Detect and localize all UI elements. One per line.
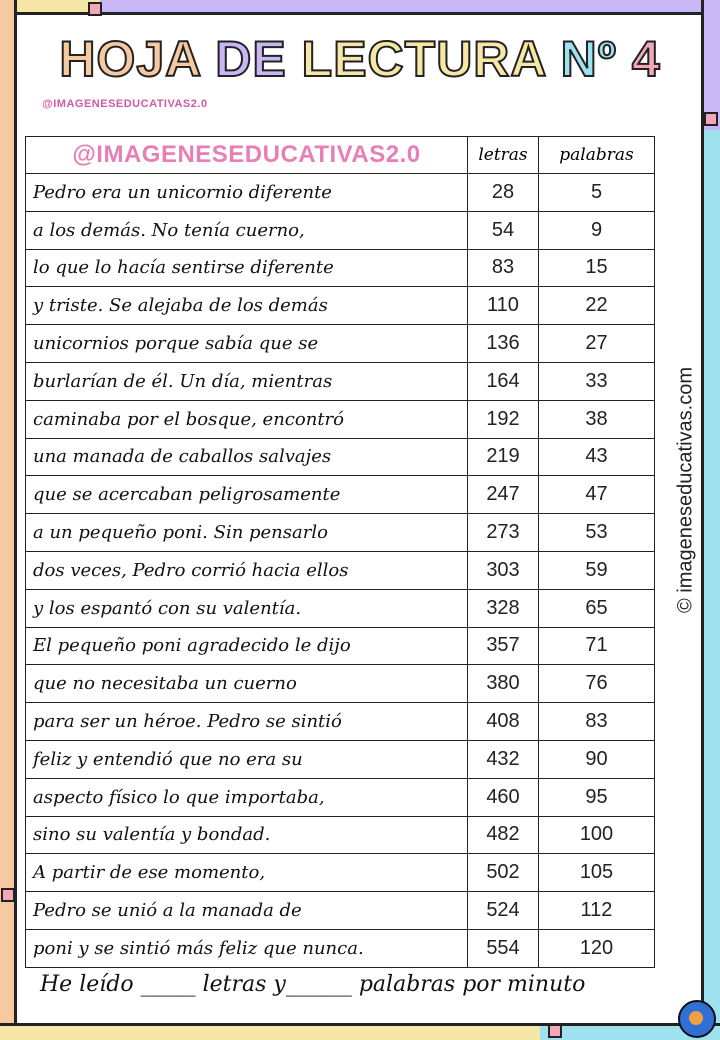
title-number: 4 [631,31,661,87]
frame-right-cyan [701,130,720,1040]
table-row [26,892,655,930]
reading-line-text: aspecto físico lo que importaba, [26,778,468,816]
title-word-3: LECTURA [301,31,546,87]
words-count: 9 [539,211,655,249]
letters-count: 328 [468,589,539,627]
words-count: 65 [539,589,655,627]
brand-logo-icon [678,1000,716,1038]
letters-count: 432 [468,740,539,778]
reading-line-text: El pequeño poni agradecido le dijo [26,627,468,665]
words-count: 15 [539,249,655,287]
letters-count: 54 [468,211,539,249]
reading-table [25,136,655,968]
letters-count: 502 [468,854,539,892]
reading-line-text: a un pequeño poni. Sin pensarlo [26,514,468,552]
table-row [26,514,655,552]
words-count: 47 [539,476,655,514]
letters-count: 28 [468,174,539,212]
reading-line-text: que no necesitaba un cuerno [26,665,468,703]
table-row [26,929,655,967]
words-count: 71 [539,627,655,665]
reading-line-text: feliz y entendió que no era su [26,740,468,778]
words-count: 90 [539,740,655,778]
side-credit-text: © imageneseducativas.com [674,367,697,613]
reading-line-text: caminaba por el bosque, encontró [26,400,468,438]
table-row [26,211,655,249]
words-column-header: palabras [539,137,655,174]
reading-line-text: y los espantó con su valentía. [26,589,468,627]
reading-line-text: A partir de ese momento, [26,854,468,892]
table-row [26,400,655,438]
table-row [26,362,655,400]
words-count: 105 [539,854,655,892]
table-row [26,703,655,741]
table-row [26,249,655,287]
frame-square-top [88,2,102,16]
letters-count: 524 [468,892,539,930]
page-title [0,30,720,88]
words-count: 83 [539,703,655,741]
reading-line-text: a los demás. No tenía cuerno, [26,211,468,249]
reading-line-text: unicornios porque sabía que se [26,325,468,363]
table-row [26,854,655,892]
reading-line-text: burlarían de él. Un día, mientras [26,362,468,400]
reading-line-text: Pedro se unió a la manada de [26,892,468,930]
frame-square-left [1,888,15,902]
reading-line-text: lo que lo hacía sentirse diferente [26,249,468,287]
letters-column-header: letras [468,137,539,174]
frame-left-orange [0,0,17,1040]
letters-count: 219 [468,438,539,476]
brand-watermark: @IMAGENESEDUCATIVAS2.0 [42,98,208,110]
title-word-4: Nº [560,31,617,87]
words-count: 112 [539,892,655,930]
words-count: 22 [539,287,655,325]
frame-square-right [704,112,718,126]
letters-count: 247 [468,476,539,514]
table-header-row [26,137,655,174]
table-row [26,778,655,816]
table-row [26,816,655,854]
table-row [26,627,655,665]
words-count: 38 [539,400,655,438]
table-row [26,589,655,627]
table-row [26,174,655,212]
letters-count: 380 [468,665,539,703]
reading-line-text: sino su valentía y bondad. [26,816,468,854]
letters-count: 482 [468,816,539,854]
frame-square-bottom [548,1024,562,1038]
table-row [26,476,655,514]
footer-sentence: He leído _____ letras y______ palabras por minuto [40,972,586,997]
words-count: 95 [539,778,655,816]
letters-count: 554 [468,929,539,967]
title-word-1: HOJA [59,31,201,87]
table-row [26,287,655,325]
frame-top-purple [100,0,720,15]
letters-count: 164 [468,362,539,400]
reading-line-text: poni y se sintió más feliz que nunca. [26,929,468,967]
letters-count: 83 [468,249,539,287]
words-count: 27 [539,325,655,363]
reading-line-text: para ser un héroe. Pedro se sintió [26,703,468,741]
reading-line-text: y triste. Se alejaba de los demás [26,287,468,325]
letters-count: 273 [468,514,539,552]
table-brand-header: @IMAGENESEDUCATIVAS2.0 [26,137,468,174]
letters-count: 408 [468,703,539,741]
reading-line-text: una manada de caballos salvajes [26,438,468,476]
table-row [26,665,655,703]
table-row [26,551,655,589]
reading-line-text: Pedro era un unicornio diferente [26,174,468,212]
words-count: 33 [539,362,655,400]
letters-count: 136 [468,325,539,363]
table-row [26,740,655,778]
words-count: 5 [539,174,655,212]
words-count: 43 [539,438,655,476]
table-body [26,174,655,968]
reading-line-text: dos veces, Pedro corrió hacia ellos [26,551,468,589]
title-word-2: DE [215,31,287,87]
letters-count: 460 [468,778,539,816]
words-count: 120 [539,929,655,967]
reading-line-text: que se acercaban peligrosamente [26,476,468,514]
letters-count: 303 [468,551,539,589]
words-count: 53 [539,514,655,552]
words-count: 59 [539,551,655,589]
letters-count: 192 [468,400,539,438]
words-count: 100 [539,816,655,854]
frame-bottom-yellow [0,1023,560,1040]
words-count: 76 [539,665,655,703]
letters-count: 110 [468,287,539,325]
letters-count: 357 [468,627,539,665]
table-row [26,438,655,476]
table-row [26,325,655,363]
